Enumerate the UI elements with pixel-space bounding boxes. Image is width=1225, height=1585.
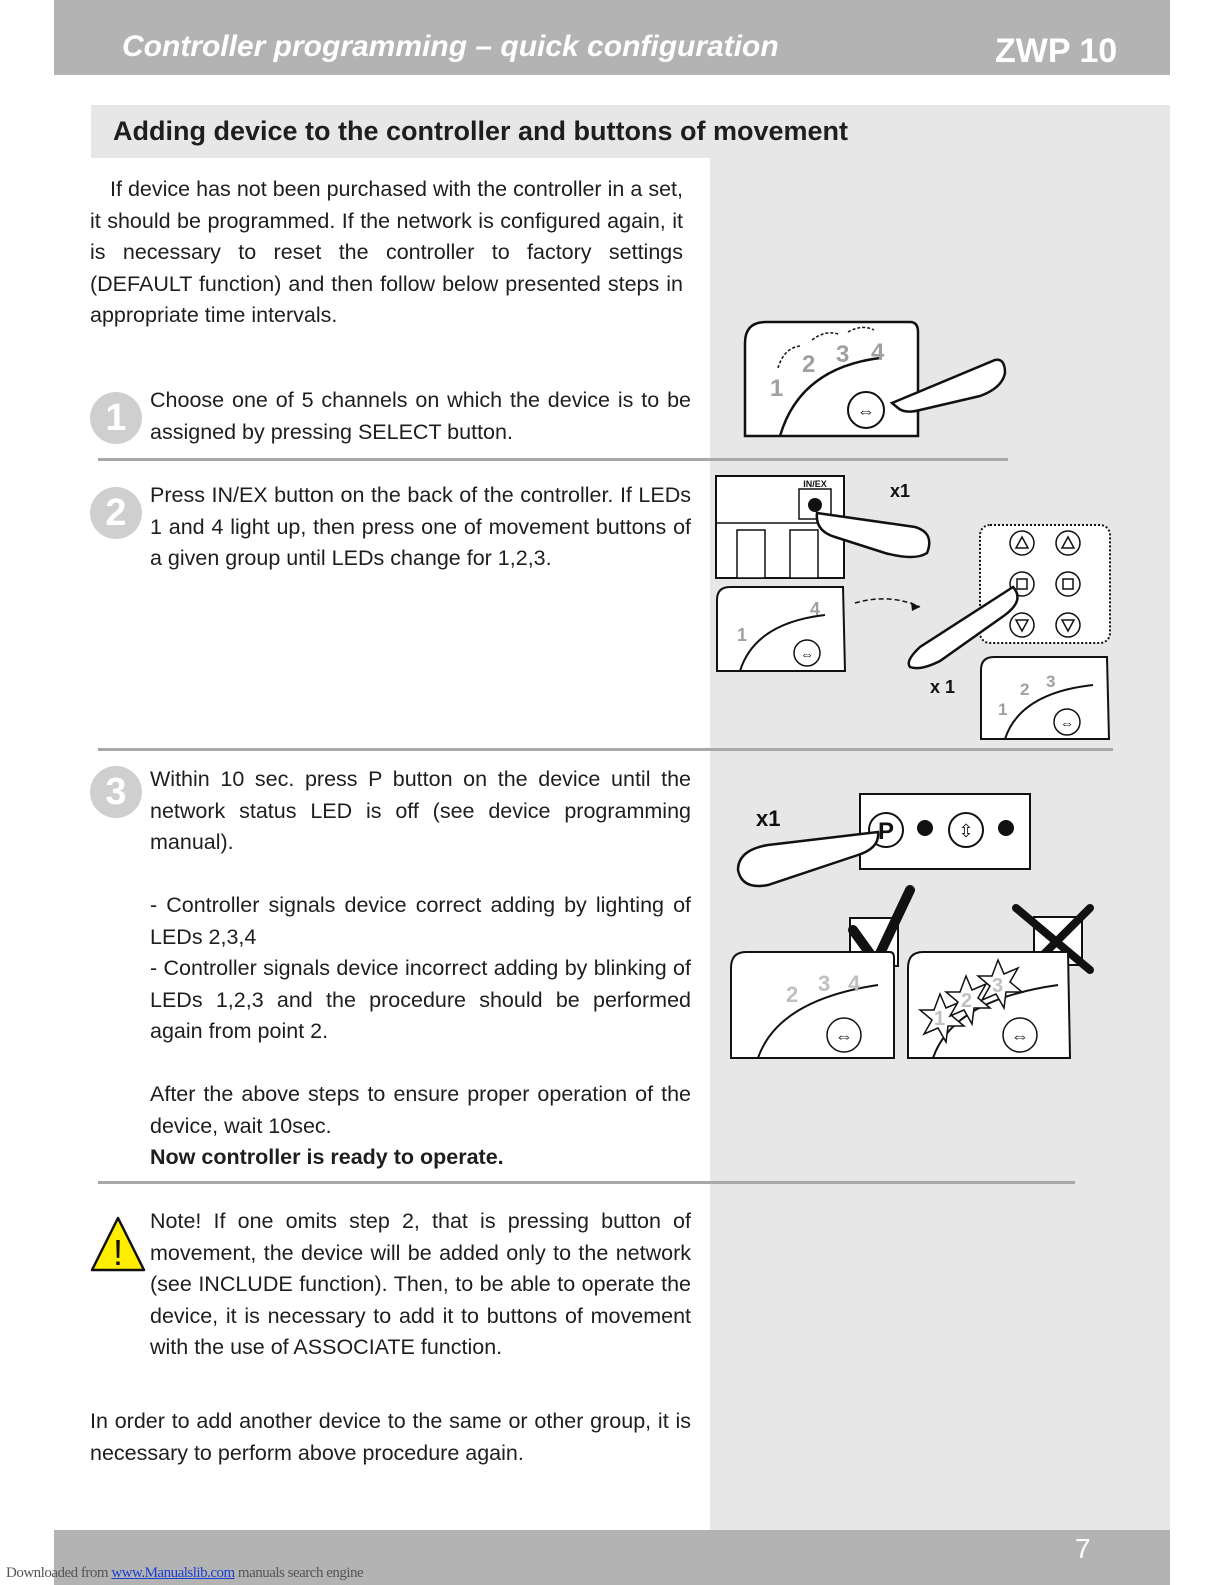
inex-label: IN/EX <box>803 479 827 489</box>
step-3-instruction: Within 10 sec. press P button on the device until the network status LED is off (see device programming manual). <box>150 767 691 854</box>
select-arrow-icon: ⇔ <box>1011 1026 1029 1046</box>
section-heading: Adding device to the controller and buttons of movement <box>113 116 849 146</box>
closing-paragraph: In order to add another device to the same or other group, it is necessary to perform above procedure again. <box>90 1409 691 1465</box>
step-1-number: 1 <box>90 392 142 444</box>
step-3-ready: Now controller is ready to operate. <box>150 1145 504 1169</box>
step-3-text <box>150 764 691 1174</box>
warning-text: Note! If one omits step 2, that is pressing button of movement, the device will be added only to the network (see INCLUDE function). Then, to be able to operate the device, it is necessary to add it to buttons of movement with the use of ASSOCIATE function. <box>150 1209 691 1359</box>
divider <box>98 1181 1075 1184</box>
step-1-text: Choose one of 5 channels on which the device is to be assigned by pressing SELECT button. <box>150 388 691 444</box>
led-label: 4 <box>810 599 821 619</box>
battery-icon <box>737 530 765 578</box>
led-label: 1 <box>998 700 1008 719</box>
warning-triangle-icon <box>90 1215 146 1273</box>
inex-and-movement-illustration <box>715 475 1115 745</box>
press-count: x 1 <box>930 677 956 697</box>
p-button-result-illustration <box>728 790 1108 1065</box>
led-label: 2 <box>961 990 973 1012</box>
led-label: 3 <box>992 975 1004 997</box>
press-count: x1 <box>756 806 781 831</box>
updown-arrow-icon: ⇳ <box>958 821 974 841</box>
step-3-note-correct: - Controller signals device correct adding by lighting of LEDs 2,3,4 <box>150 893 691 949</box>
finger-icon <box>738 832 878 886</box>
svg-text:!: ! <box>112 1232 124 1273</box>
model-name: ZWP 10 <box>995 32 1118 70</box>
led-label: 2 <box>802 351 816 378</box>
select-button-illustration <box>740 318 1010 443</box>
p-button-label: P <box>877 818 895 845</box>
led-label: 4 <box>871 339 885 366</box>
divider <box>98 458 1008 461</box>
press-count: x1 <box>890 481 911 501</box>
led-label: 3 <box>818 971 831 996</box>
led-label: 4 <box>848 971 861 996</box>
step-2-number: 2 <box>90 487 142 539</box>
step-3-number: 3 <box>90 766 142 818</box>
intro-paragraph: If device has not been purchased with the controller in a set, it should be programmed. If the network is configured again, it is necessary to reset the controller to factory settings (DEFAULT function) and then follow below presented steps in appropriate time intervals. <box>90 177 683 327</box>
led-label: 1 <box>737 625 748 645</box>
led-label: 1 <box>934 1008 946 1030</box>
credit-prefix: Downloaded from <box>6 1565 112 1581</box>
led-label: 2 <box>1020 680 1030 699</box>
step-2-text: Press IN/EX button on the back of the controller. If LEDs 1 and 4 light up, then press one of movement buttons of a given group until LEDs change for 1,2,3. <box>150 483 691 570</box>
select-arrow-icon: ⇔ <box>857 401 875 421</box>
manualslib-link[interactable]: www.Manualslib.com <box>111 1565 235 1581</box>
credit-suffix: manuals search engine <box>234 1565 364 1581</box>
step-3-note-incorrect: - Controller signals device incorrect adding by blinking of LEDs 1,2,3 and the procedure should be performed again from point 2. <box>150 956 691 1043</box>
led-label: 2 <box>786 982 799 1007</box>
download-credit <box>6 1565 363 1582</box>
battery-icon <box>790 530 818 578</box>
led-label: 3 <box>1046 672 1056 691</box>
led-label: 1 <box>770 375 784 402</box>
select-arrow-icon: ⇔ <box>1060 715 1074 731</box>
spacer <box>150 859 691 891</box>
select-arrow-icon: ⇔ <box>800 646 814 662</box>
spacer <box>150 1048 691 1080</box>
led-label: 3 <box>836 341 850 368</box>
page-number: 7 <box>1075 1533 1091 1564</box>
step-3-after: After the above steps to ensure proper operation of the device, wait 10sec. <box>150 1082 691 1138</box>
select-arrow-icon: ⇔ <box>835 1026 853 1046</box>
divider <box>98 748 1113 751</box>
page-title: Controller programming – quick configuration <box>122 30 779 63</box>
